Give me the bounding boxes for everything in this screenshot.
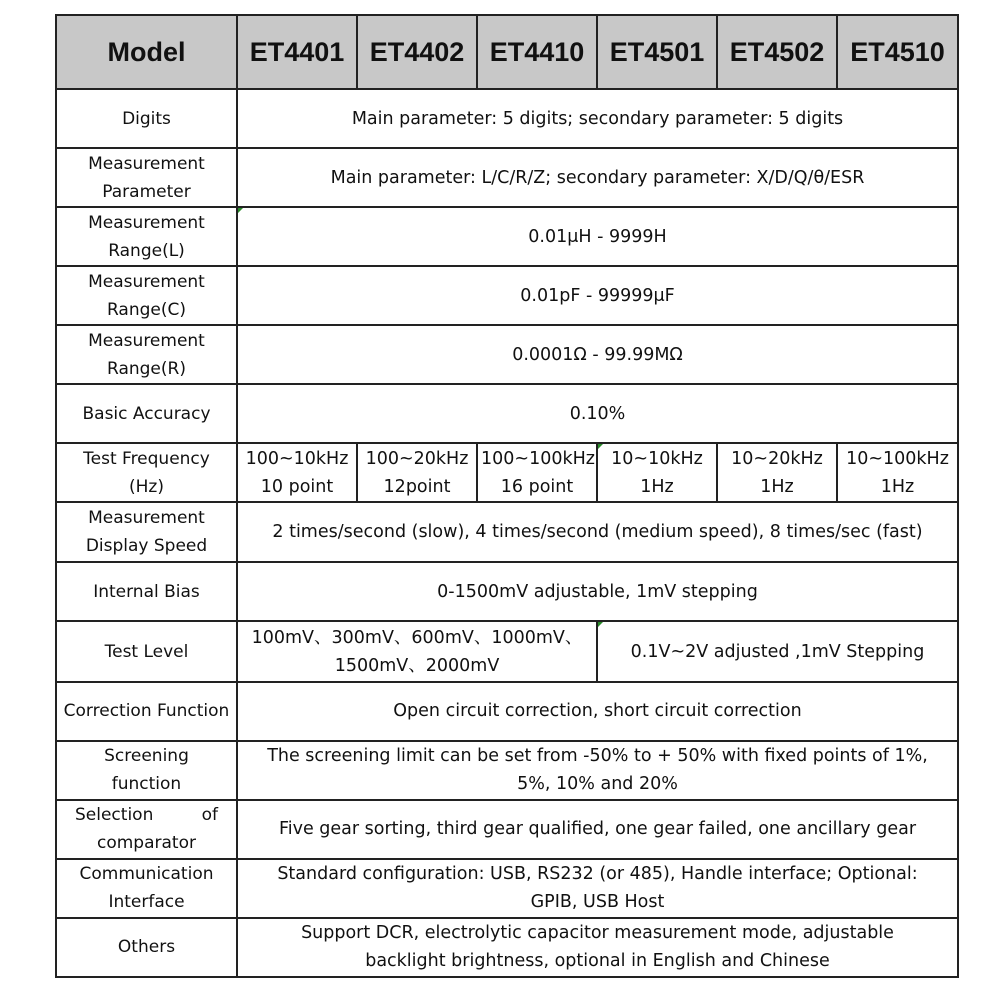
row-value: 0.01μH - 9999H [237,207,958,266]
model-et4502: ET4502 [717,15,837,89]
frequency-range: 10~100kHz [846,448,949,469]
frequency-range: 100~10kHz [245,448,349,469]
row-value [237,859,958,918]
label-line: Communication [79,864,214,885]
row-label: Correction Function [56,682,237,741]
row-value [237,741,958,800]
spec-table [55,14,959,978]
frequency-points: 1Hz [880,476,915,497]
frequency-cell-et4402 [357,443,477,502]
row-value: 2 times/second (slow), 4 times/second (medium speed), 8 times/sec (fast) [237,502,958,562]
frequency-points: 16 point [500,476,574,497]
label-line: function [111,774,182,795]
model-et4401: ET4401 [237,15,357,89]
label-line: Range(C) [106,299,186,320]
row-label [56,800,237,859]
row-label: Basic Accuracy [56,384,237,443]
frequency-cell-et4502 [717,443,837,502]
test-level-fixed-values [237,621,597,681]
row-label [56,741,237,800]
frequency-range: 100~100kHz [481,448,595,469]
label-line: comparator [97,833,196,854]
row-value: 0.01pF - 99999μF [237,266,958,325]
row-label: Test Level [56,621,237,681]
row-comparator [56,800,958,859]
frequency-cell-et4510 [837,443,958,502]
row-measurement-parameter [56,148,958,207]
row-internal-bias [56,562,958,621]
row-value: Main parameter: L/C/R/Z; secondary parameter: X/D/Q/θ/ESR [237,148,958,207]
label-line: Parameter [102,181,191,202]
row-label [56,859,237,918]
row-value: 0.10% [237,384,958,443]
label-line: Test Frequency [83,448,210,469]
frequency-points: 1Hz [640,476,674,497]
row-test-level [56,621,958,681]
row-others [56,918,958,977]
value-line: The screening limit can be set from -50% to + 50% with fixed points of 1%, [267,746,928,767]
row-label: Others [56,918,237,977]
label-line: Measurement [88,153,205,174]
row-basic-accuracy [56,384,958,443]
row-value: 0.0001Ω - 99.99MΩ [237,325,958,384]
row-value: Main parameter: 5 digits; secondary parameter: 5 digits [237,89,958,148]
value-line: Standard configuration: USB, RS232 (or 485), Handle interface; Optional: [277,864,918,885]
row-range-c [56,266,958,325]
row-label [56,502,237,562]
model-et4410: ET4410 [477,15,597,89]
row-label [56,443,237,502]
model-et4510: ET4510 [837,15,958,89]
frequency-cell-et4410 [477,443,597,502]
frequency-points: 1Hz [760,476,794,497]
row-display-speed [56,502,958,562]
row-label [56,325,237,384]
label-line: Measurement [88,212,205,233]
label-line: Selection of [75,805,218,826]
row-label: Digits [56,89,237,148]
value-line: backlight brightness, optional in English and Chinese [365,951,830,972]
row-label: Internal Bias [56,562,237,621]
label-line: Range(L) [108,240,185,261]
row-communication-interface [56,859,958,918]
value-line: 1500mV、2000mV [334,655,500,676]
label-line: Interface [108,892,185,913]
frequency-points: 12point [383,476,451,497]
row-value: Five gear sorting, third gear qualified, one gear failed, one ancillary gear [237,800,958,859]
model-et4402: ET4402 [357,15,477,89]
model-header: Model [56,15,237,89]
row-digits [56,89,958,148]
row-value: 0-1500mV adjustable, 1mV stepping [237,562,958,621]
label-line: Measurement [88,508,205,529]
row-label [56,148,237,207]
row-correction-function [56,682,958,741]
label-line: Range(R) [107,358,186,379]
row-value [237,918,958,977]
row-screening-function [56,741,958,800]
test-level-adjustable: 0.1V~2V adjusted ,1mV Stepping [597,621,958,681]
value-line: Support DCR, electrolytic capacitor measurement mode, adjustable [301,923,894,944]
frequency-points: 10 point [260,476,334,497]
label-line: Measurement [88,330,205,351]
frequency-cell-et4401 [237,443,357,502]
row-value: Open circuit correction, short circuit correction [237,682,958,741]
value-line: 5%, 10% and 20% [517,774,678,795]
row-label [56,207,237,266]
value-line: 100mV、300mV、600mV、1000mV、 [251,627,583,648]
row-test-frequency [56,443,958,502]
label-line: Screening [104,746,189,767]
header-row [56,15,958,89]
row-label [56,266,237,325]
label-line: Display Speed [85,536,208,557]
row-range-r [56,325,958,384]
label-line: Measurement [88,271,205,292]
model-et4501: ET4501 [597,15,717,89]
frequency-range: 100~20kHz [365,448,469,469]
label-line: (Hz) [129,476,164,497]
row-range-l [56,207,958,266]
frequency-range: 10~20kHz [731,448,823,469]
frequency-range: 10~10kHz [611,448,703,469]
value-line: GPIB, USB Host [530,892,665,913]
frequency-cell-et4501 [597,443,717,502]
